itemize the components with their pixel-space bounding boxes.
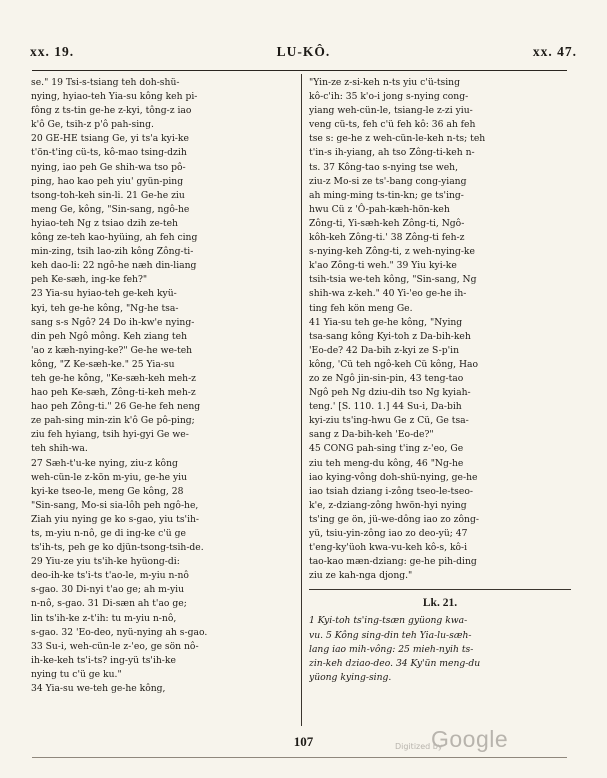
chapter-divider-rule: [309, 589, 571, 590]
text-line: keh dao-li: 22 ngô-he næh din-liang: [31, 260, 197, 272]
text-line: 20 GE-HE tsiang Ge, yi ts'a kyi-ke: [31, 133, 189, 145]
google-logo-text: Google: [431, 726, 509, 752]
text-line: lin ts'ih-ke z-t'ih: tu m-yiu n-nô,: [31, 612, 177, 624]
text-line: kyi, teh ge-he kông, "Ng-he tsa-: [31, 302, 179, 314]
text-line: k'e, z-dziang-zông hwön-hyi nying: [309, 499, 467, 511]
text-line: yü, tsiu-yin-zông iao zo deo-yü; 47: [309, 528, 468, 539]
text-line: t'in-s ih-yiang, ah tso Zông-ti-keh n-: [309, 147, 475, 159]
text-line: kôh-keh Zông-ti.' 38 Zông-ti feh-z: [309, 232, 465, 244]
text-line: kyi-ziu ts'ing-hwu Ge z Cü, Ge tsa-: [309, 415, 469, 427]
text-line: "Sin-sang, Mo-si sia-lôh peh ngô-he,: [31, 499, 199, 511]
text-line: hyiao-teh Ng z tsiao dzih ze-teh: [31, 217, 178, 229]
text-line: shih-wa z-keh." 40 Yi-'eo ge-he ih-: [309, 288, 467, 300]
text-line: din peh Ngô mông. Keh ziang teh: [31, 330, 187, 342]
text-line: Ziah yiu nying ge ko s-gao, yiu ts'ih-: [31, 513, 200, 525]
text-line: weh-cün-le z-kön m-yiu, ge-he yiu: [31, 471, 188, 483]
text-line: iao tsiah dziang i-zông tseo-le-tseo-: [309, 485, 473, 497]
text-line: lang iao mih-vông: 25 mieh-nyih ts-: [309, 643, 474, 655]
text-line: k'ô Ge, tsih-z p'ô pah-sing.: [31, 119, 154, 131]
text-line: teh ge-he kông, "Ke-sæh-keh meh-z: [31, 372, 197, 384]
text-line: iao kying-vông doh-shü-nying, ge-he: [309, 471, 478, 483]
text-line: kyi-ke tseo-le, meng Ge kông, 28: [31, 485, 184, 497]
google-watermark: [395, 726, 545, 760]
text-line: nying tu c'ü ge ku.": [31, 668, 122, 680]
digitized-by-text: Digitized by: [395, 742, 443, 751]
text-line: veng cü-ts, feh c'ü feh kô: 36 ah feh: [309, 119, 476, 131]
text-line: sang s-s Ngô? 24 Do ih-kw'e nying-: [31, 316, 195, 328]
header-chapter-range-right: xx. 47.: [532, 44, 577, 59]
text-line: s-gao. 30 Di-nyi t'ao ge; ah m-yiu: [31, 584, 185, 596]
column-divider: [301, 74, 302, 726]
chapter-summary: [309, 614, 571, 684]
text-line: ziu-z Mo-si ze ts'-bang cong-yiang: [309, 175, 467, 187]
text-line: t'eng-ky'üoh kwa-vu-keh kô-s, kô-i: [309, 542, 468, 554]
text-line: ze pah-sing min-zin k'ô Ge pô-ping;: [31, 415, 195, 427]
text-line: 41 Yia-su teh ge-he kông, "Nying: [309, 316, 463, 328]
text-line: fông z ts-tin ge-he z-kyi, tông-z iao: [31, 105, 192, 117]
text-line: kông, 'Cü teh ngô-keh Cü kông, Hao: [309, 358, 478, 370]
text-line: teng.' [S. 110. 1.] 44 Su-i, Da-bih: [309, 401, 462, 413]
text-line: teh shih-wa.: [31, 443, 88, 455]
text-line: hao peh Zông-ti." 26 Ge-he feh neng: [31, 401, 201, 413]
text-line: kông, "Z Ke-sæh-ke." 25 Yia-su: [31, 358, 175, 370]
header-rule: [32, 70, 567, 71]
left-text-column: [31, 76, 297, 726]
right-column-lines: [309, 76, 571, 583]
text-line: ts'ing ge ön, jü-we-dông iao zo zông-: [309, 513, 479, 525]
text-line: sang z Da-bih-keh 'Eo-de?": [309, 429, 434, 441]
text-line: zin-keh dziao-deo. 34 Ky'ün meng-du: [309, 657, 481, 669]
text-line: ih-ke-keh ts'i-ts? ing-yü ts'ih-ke: [31, 654, 176, 666]
text-line: Zông-ti, Yi-sæh-keh Zông-ti, Ngô-: [309, 217, 465, 229]
text-line: yiang weh-cün-le, tsiang-le z-zi yiu-: [309, 105, 473, 117]
text-line: 34 Yia-su we-teh ge-he kông,: [31, 683, 166, 695]
text-line: 23 Yia-su hyiao-teh ge-keh kyü-: [31, 288, 177, 300]
text-line: ting feh kön meng Ge.: [309, 302, 413, 314]
text-line: zo ze Ngô jin-sin-pin, 43 teng-tao: [309, 372, 464, 384]
text-line: hao peh Ke-sæh, Zông-ti-keh meh-z: [31, 387, 196, 399]
chapter-heading: Lk. 21.: [422, 597, 458, 610]
text-line: 27 Sæh-t'u-ke nying, ziu-z kông: [31, 457, 178, 469]
text-line: 1 Kyi-toh ts'ing-tsæn gyüong kwa-: [309, 615, 468, 627]
text-line: nying, iao peh Ge shih-wa tso pô-: [31, 161, 186, 173]
text-line: min-zing, tsih lao-zih kông Zông-ti-: [31, 246, 194, 258]
text-line: s-gao. 32 'Eo-deo, nyü-nying ah s-gao.: [31, 626, 208, 638]
text-line: ziu teh meng-du kông, 46 "Ng-he: [309, 457, 464, 469]
text-line: ts. 37 Kông-tao s-nying tse weh,: [309, 161, 459, 173]
text-line: deo-ih-ke ts'i-ts t'ao-le, m-yiu n-nô: [31, 570, 189, 582]
text-line: vu. 5 Kông sing-din teh Yia-lu-sæh-: [309, 629, 472, 641]
text-line: se." 19 Tsi-s-tsiang teh doh-shü-: [31, 77, 180, 88]
text-line: "Yin-ze z-si-keh n-ts yiu c'ü-tsing: [309, 77, 460, 88]
text-line: 45 CONG pah-sing t'ing z-'eo, Ge: [309, 443, 464, 455]
text-line: ziu ze kah-nga djong.": [309, 570, 413, 582]
text-line: meng Ge, kông, "Sin-sang, ngô-he: [31, 203, 190, 215]
text-line: 29 Yiu-ze yiu ts'ih-ke hyüong-di:: [31, 556, 180, 568]
text-line: kông ze-teh kao-hyüing, ah feh cing: [31, 232, 198, 244]
text-line: 'Eo-de? 42 Da-bih z-kyi ze S-p'in: [309, 344, 460, 356]
page-number: 107: [293, 734, 314, 749]
text-line: nying, hyiao-teh Yia-su kông keh pi-: [31, 91, 198, 103]
text-line: tsa-sang kông Kyi-toh z Da-bih-keh: [309, 330, 471, 342]
text-line: 'ao z kæh-nying-ke?" Ge-he we-teh: [31, 344, 193, 356]
text-line: s-nying-keh Zông-ti, z weh-nying-ke: [309, 246, 475, 258]
text-line: k'ao Zông-ti weh." 39 Yiu kyi-ke: [309, 260, 457, 272]
text-line: 33 Su-i, weh-cün-le z-'eo, ge sön nô-: [31, 640, 199, 652]
text-line: ts'ih-ts, peh ge ko djün-tsong-tsih-de.: [31, 542, 204, 554]
running-header: [30, 44, 577, 66]
text-line: peh Ke-sæh, ing-ke feh?": [31, 274, 148, 286]
text-line: tao-kao mæn-dziang: ge-he pih-ding: [309, 556, 477, 568]
text-line: tsih-tsia we-teh kông, "Sin-sang, Ng: [309, 274, 477, 286]
text-line: ping, hao kao peh yiu' gyün-ping: [31, 175, 184, 187]
text-line: ah ming-ming ts-tin-kn; ge ts'ing-: [309, 189, 464, 201]
text-line: hwu Cü z 'Ô-pah-kæh-hön-keh: [309, 203, 450, 215]
right-text-column: [309, 76, 571, 726]
text-line: n-nô, s-gao. 31 Di-sæn ah t'ao ge;: [31, 598, 187, 610]
text-line: tse s: ge-he z weh-cün-le-keh n-ts; teh: [309, 133, 486, 145]
text-line: Ngô peh Ng dziu-dih tso Ng kyiah-: [309, 387, 471, 399]
text-line: yüong kying-sing.: [309, 671, 392, 683]
text-line: kô-c'ih: 35 k'o-i jong s-nying cong-: [309, 91, 469, 103]
text-line: ts, m-yiu n-nô, ge di ing-ke c'ü ge: [31, 528, 186, 539]
text-line: t'ön-t'ing cü-ts, kô-mao tsing-dzih: [31, 147, 187, 159]
bottom-rule: [32, 757, 567, 758]
header-book-title: LU-KÔ.: [276, 44, 331, 59]
header-chapter-range-left: xx. 19.: [30, 44, 75, 59]
text-line: ziu feh hyiang, tsih hyi-gyi Ge we-: [31, 429, 189, 441]
text-line: tsong-toh-keh sin-li. 21 Ge-he ziu: [31, 189, 185, 201]
